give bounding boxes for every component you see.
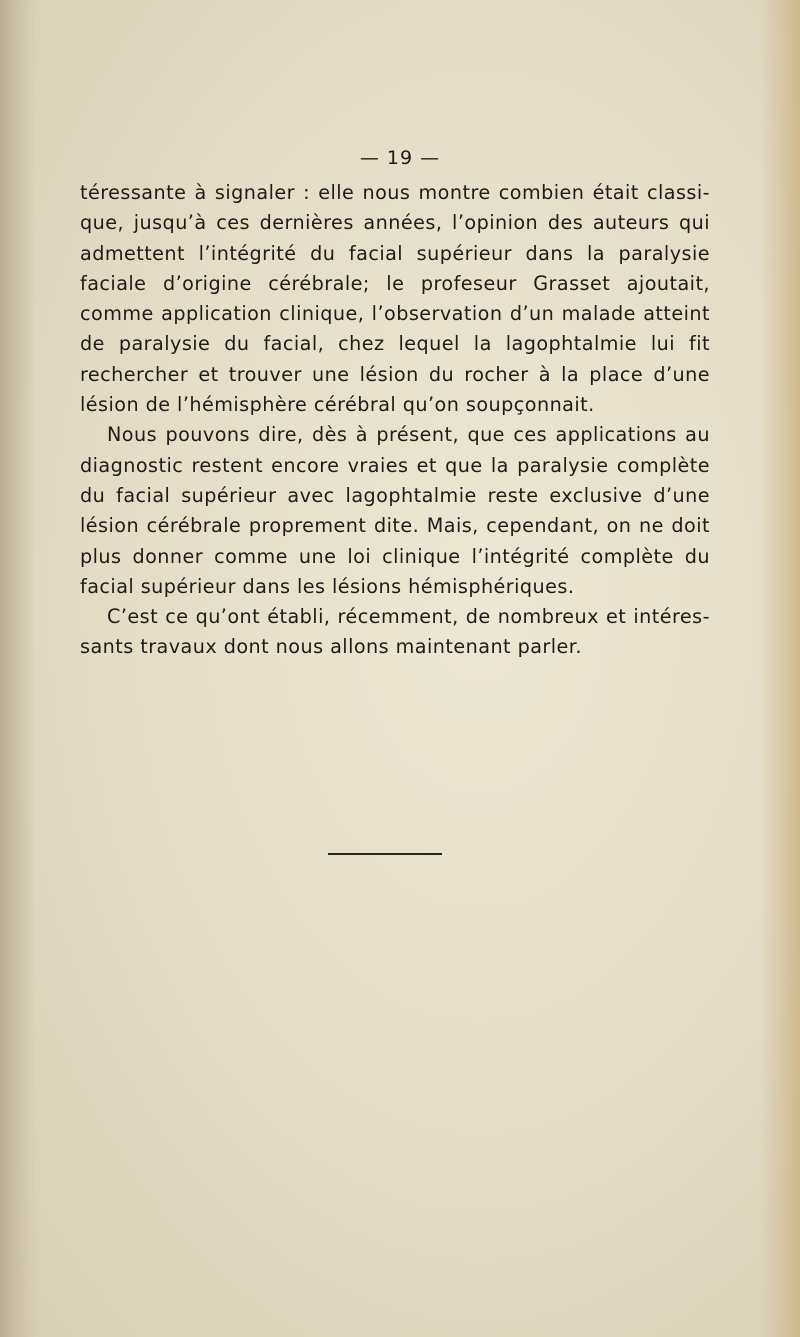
text-line: de paralysie du facial, chez lequel la lagophtalmie lui fit (80, 332, 710, 356)
text-line: du facial supérieur avec lagophtalmie reste exclusive d’une (80, 483, 710, 507)
section-end-rule (328, 853, 442, 855)
body-text (80, 178, 710, 663)
page-number: — 19 — (359, 147, 441, 169)
page-edge-stain (760, 0, 800, 1337)
text-line: que, jusqu’à ces dernières années, l’opinion des auteurs qui (80, 211, 710, 235)
binding-shadow (0, 0, 36, 1337)
text-line: sants travaux dont nous allons maintenant parler. (80, 635, 582, 659)
text-line: rechercher et trouver une lésion du rocher à la place d’une (80, 362, 710, 386)
text-line: plus donner comme une loi clinique l’intégrité complète du (80, 544, 710, 568)
text-line: admettent l’intégrité du facial supérieur dans la paralysie (80, 241, 710, 265)
text-line: Nous pouvons dire, dès à présent, que ces applications au (107, 423, 710, 447)
text-line: C’est ce qu’ont établi, récemment, de nombreux et intéres- (107, 605, 710, 629)
text-line: facial supérieur dans les lésions hémisphériques. (80, 574, 575, 598)
text-line: faciale d’origine cérébrale; le profeseur Grasset ajoutait, (80, 271, 710, 295)
text-line: lésion de l’hémisphère cérébral qu’on soupçonnait. (80, 393, 595, 417)
text-line: lésion cérébrale proprement dite. Mais, cependant, on ne doit (80, 514, 710, 538)
text-line: diagnostic restent encore vraies et que la paralysie complète (80, 453, 710, 477)
text-line: comme application clinique, l’observation d’un malade atteint (80, 302, 710, 326)
text-line: téressante à signaler : elle nous montre combien était classi- (80, 181, 710, 204)
